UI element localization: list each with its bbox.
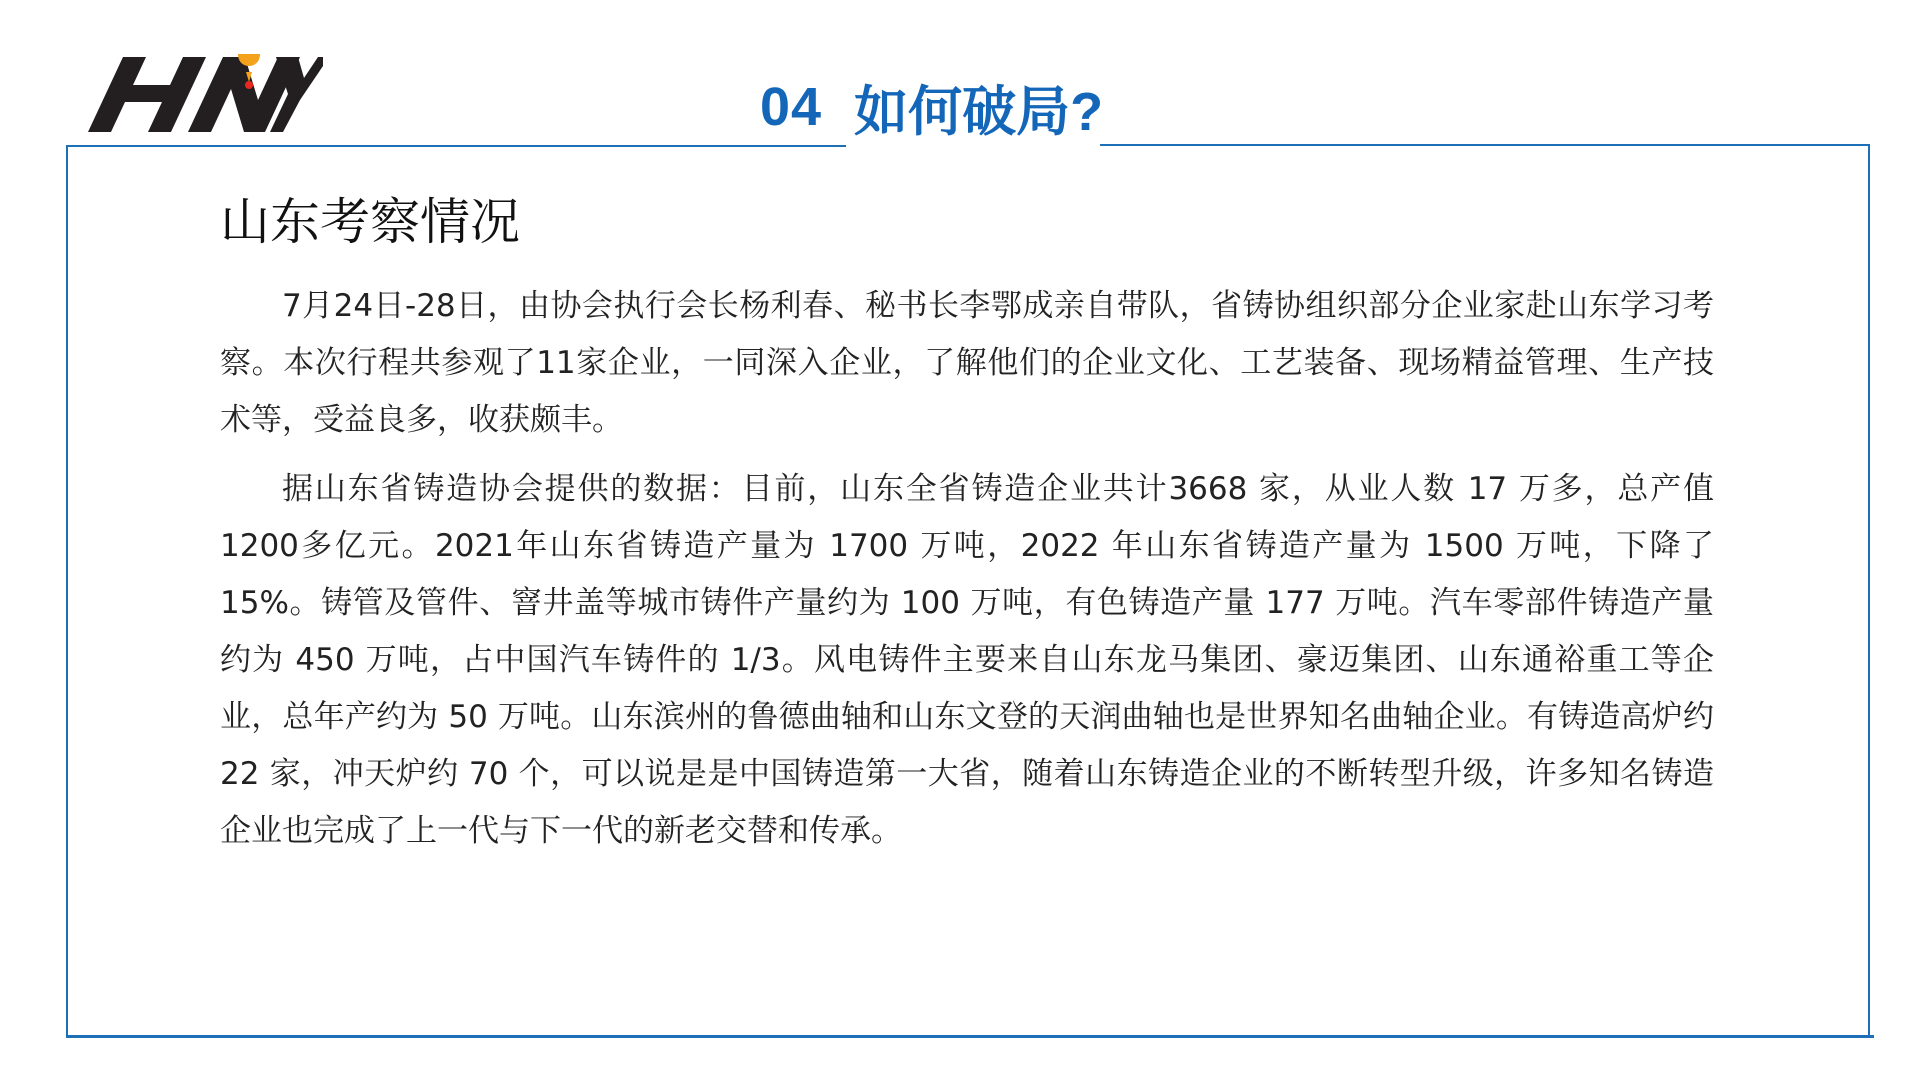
section-title-text: 如何破局? <box>854 81 1104 142</box>
frame-right-line <box>1868 145 1870 1037</box>
hny-logo-icon <box>88 52 323 134</box>
company-logo <box>88 52 323 134</box>
paragraph-1: 7月24日-28日，由协会执行会长杨利春、秘书长李鄂成亲自带队，省铸协组织部分企业家赴山东学习考察。本次行程共参观了11家企业，一同深入企业，了解他们的企业文化、工艺装备、现场精益管理、生产技术等，受益良多，收获颇丰。 <box>220 288 1714 438</box>
frame-bottom-line <box>66 1035 1874 1038</box>
content-body <box>220 278 1714 872</box>
frame-top-right-line <box>1100 144 1870 146</box>
section-title <box>760 72 1103 142</box>
paragraph-2: 据山东省铸造协会提供的数据：目前，山东全省铸造企业共计3668 家，从业人数 17 万多，总产值 1200多亿元。2021年山东省铸造产量为 1700 万吨，2022 年山东省铸造产量为 1500 万吨，下降了 15%。铸管及管件、窨井盖等城市铸件产量约为 100 万吨，有色铸造产量 177 万吨。汽车零部件铸造产量约为 450 万吨，占中国汽车铸件的 1/3。风电铸件主要来自山东龙马集团、豪迈集团、山东通裕重工等企业，总年产约为 50 万吨。山东滨州的鲁德曲轴和山东文登的天润曲轴也是世界知名曲轴企业。有铸造高炉约 22 家，冲天炉约 70 个，可以说是是中国铸造第一大省，随着山东铸造企业的不断转型升级，许多知名铸造企业也完成了上一代与下一代的新老交替和传承。 <box>220 471 1714 849</box>
content-heading: 山东考察情况 <box>220 193 520 251</box>
frame-top-left-line <box>66 145 846 147</box>
frame-left-line <box>66 145 68 1037</box>
section-number: 04 <box>760 77 823 137</box>
